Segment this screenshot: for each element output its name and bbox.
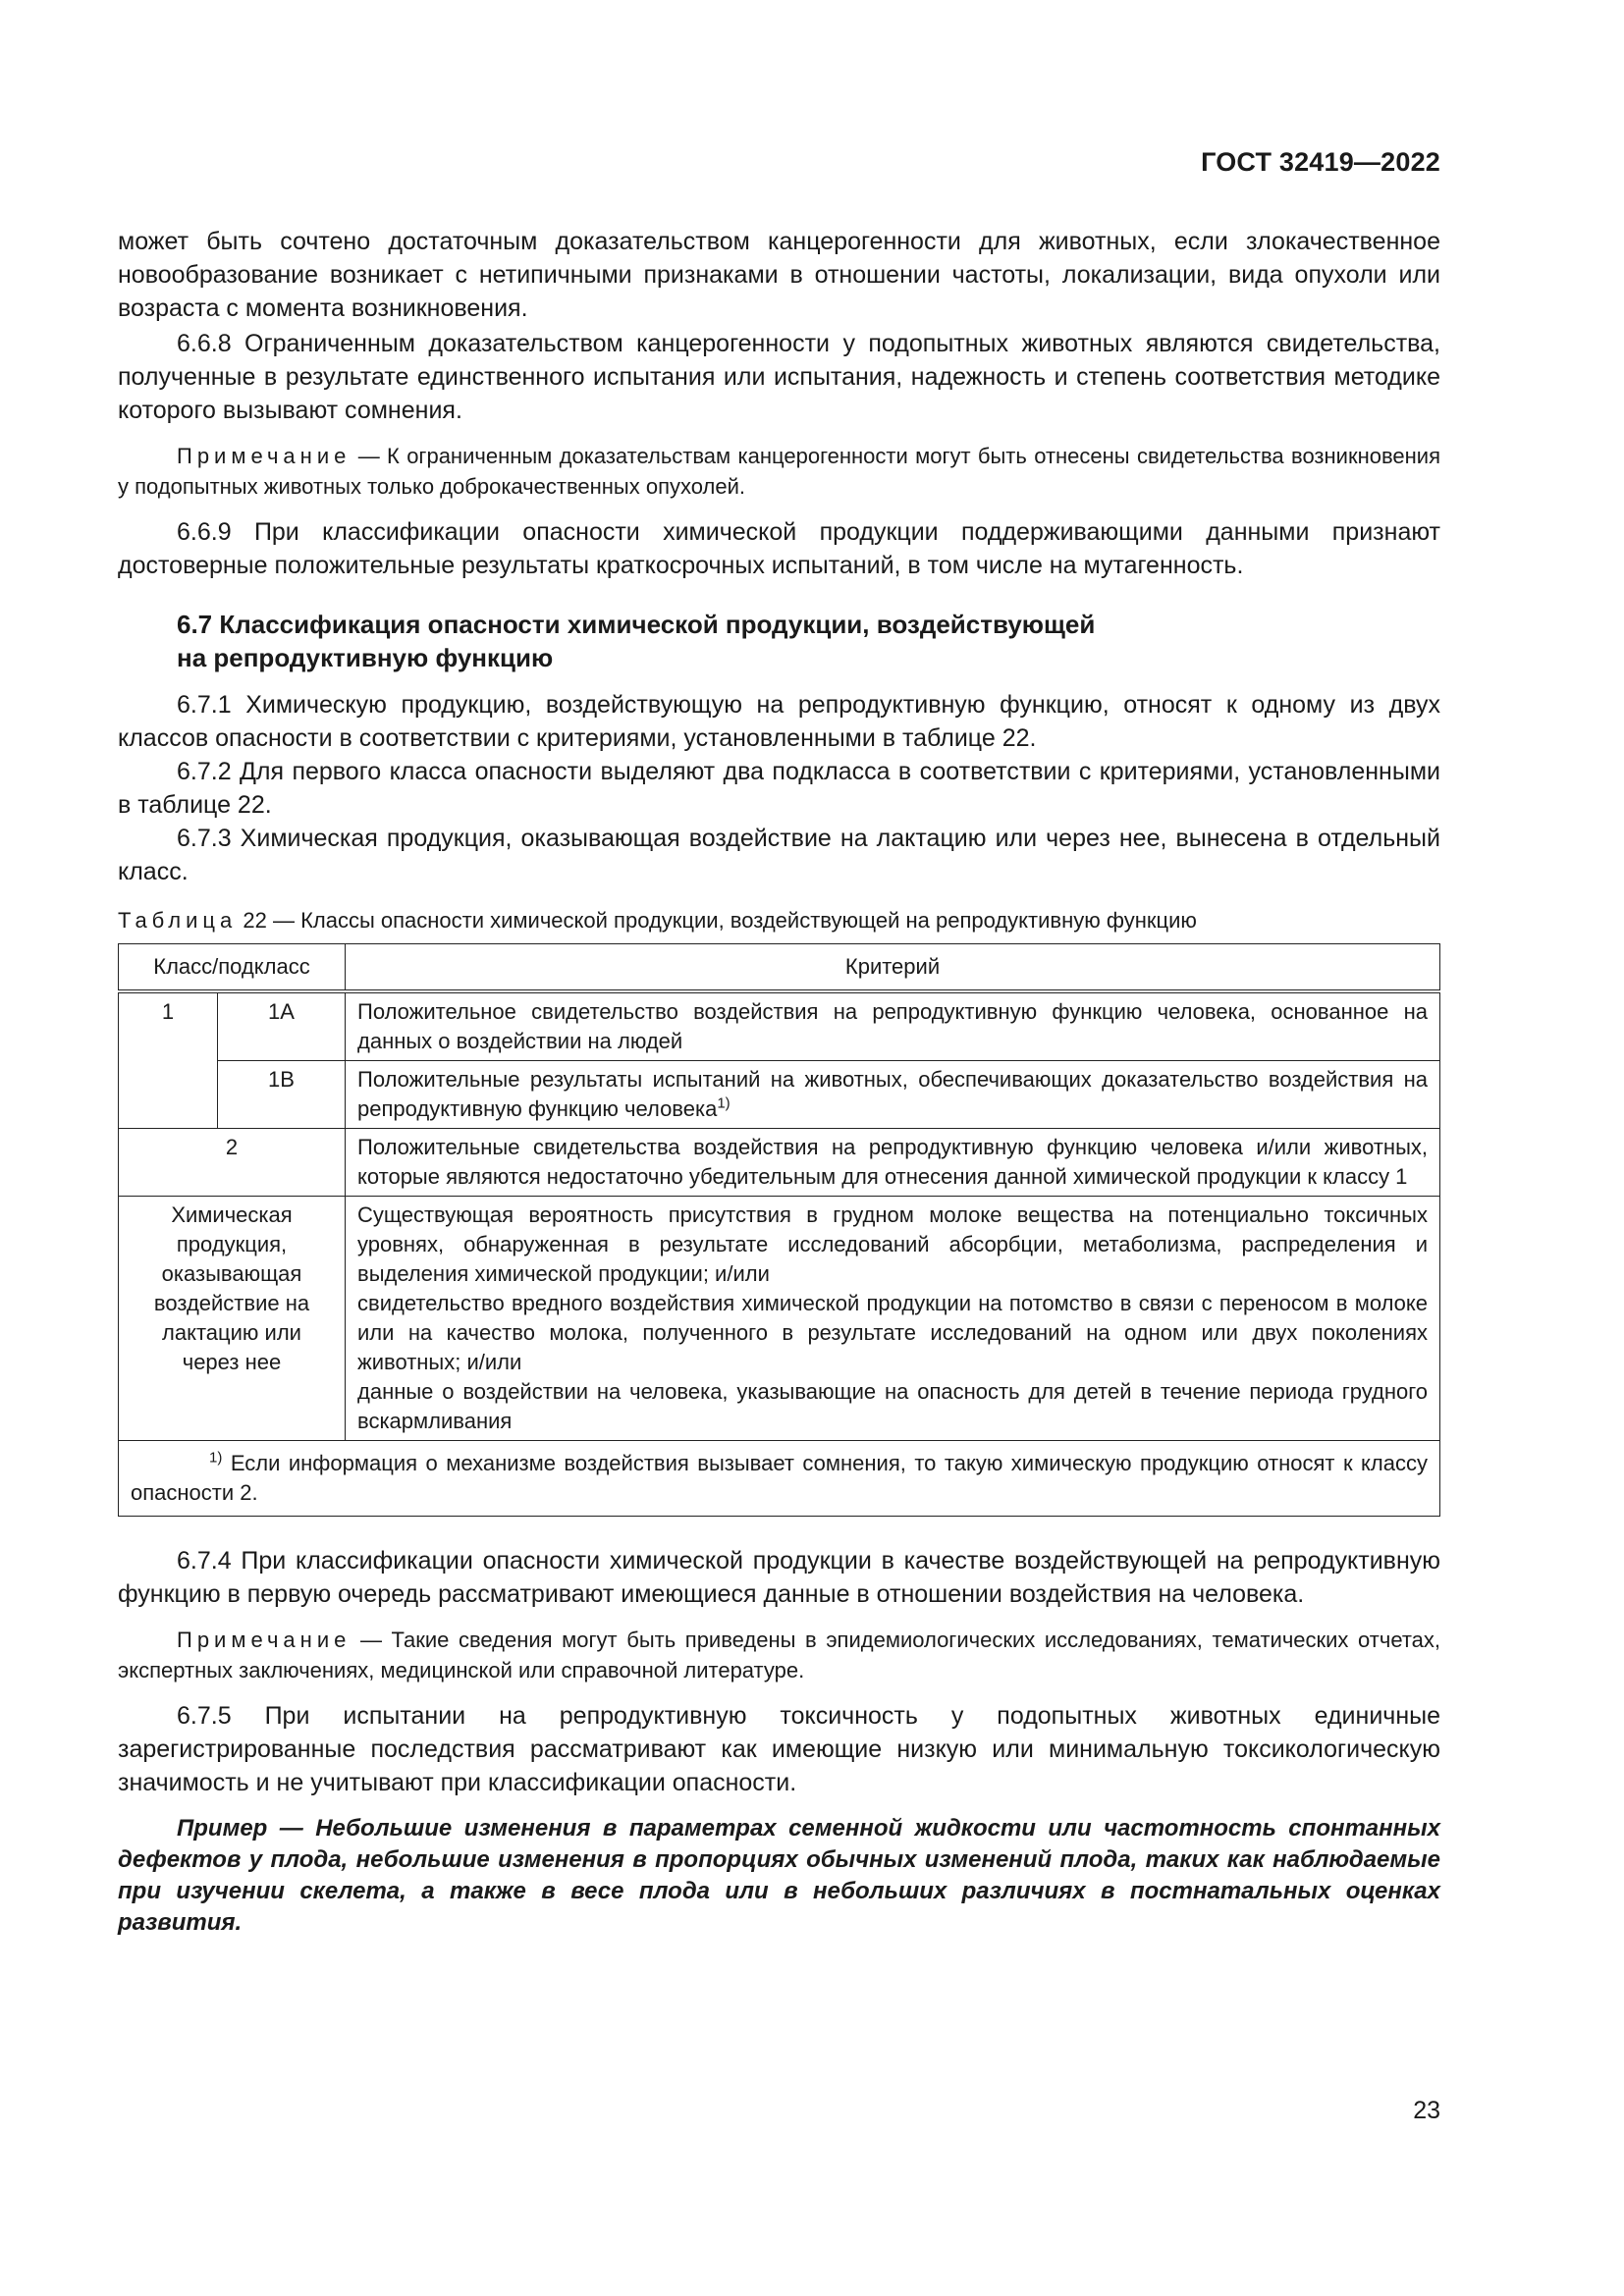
cell-criterion: Положительное свидетельство воздействия на репродуктивную функцию человека, основанное на данных о воздействии на людей [346,991,1440,1061]
standard-code: ГОСТ 32419—2022 [1201,147,1440,177]
table-caption-label: Таблица [118,908,238,933]
table-caption [118,906,1440,935]
footnote-mark: 1) [209,1449,223,1467]
section-title-line1: 6.7 Классификация опасности химической продукции, воздействующей [177,610,1096,639]
table-footnote [119,1441,1440,1517]
criterion-part-3: данные о воздействии на человека, указывающие на опасность для детей в течение периода грудного вскармливания [357,1379,1428,1433]
table-row [119,1129,1440,1197]
note-text: — К ограниченным доказательствам канцерогенности могут быть отнесены свидетельства возникновения у подопытных животных только доброкачественных опухолей. [118,444,1440,499]
header-criterion: Критерий [346,944,1440,992]
note-label: Примечание [177,444,352,468]
page-number: 23 [1413,2097,1440,2124]
table-row [119,991,1440,1061]
header-class: Класс/подкласс [119,944,346,992]
cell-class: 1 [119,991,218,1129]
table-row [119,1061,1440,1129]
table-footnote-row [119,1441,1440,1517]
footnote-ref: 1) [717,1095,731,1112]
cell-subclass: 1А [218,991,346,1061]
page-content [118,225,1440,1939]
table-row [119,1197,1440,1441]
criterion-text: Положительные результаты испытаний на животных, обеспечивающих доказательство воздействия на репродуктивную функцию человека [357,1067,1428,1121]
section-heading [118,608,1440,674]
note-1 [118,441,1440,502]
section-title-line2: на репродуктивную функцию [177,643,554,672]
paragraph-6-6-9: 6.6.9 При классификации опасности химической продукции поддерживающими данными признают достоверные положительные результаты краткосрочных испытаний, в том числе на мутагенность. [118,518,1440,579]
paragraph-6-7-5: 6.7.5 При испытании на репродуктивную токсичность у подопытных животных единичные зарегистрированные последствия рассматривают как имеющие низкую или минимальную токсикологическую значимость и не учитывают при классификации опасности. [118,1702,1440,1796]
hazard-class-table [118,943,1440,1517]
footnote-text: Если информация о механизме воздействия вызывает сомнения, то такую химическую продукцию относят к классу опасности 2. [131,1451,1428,1505]
paragraph-6-7-4: 6.7.4 При классификации опасности химической продукции в качестве воздействующей на репродуктивную функцию в первую очередь рассматривают имеющиеся данные в отношении воздействия на человека. [118,1547,1440,1608]
paragraph-6-7-1: 6.7.1 Химическую продукцию, воздействующую на репродуктивную функцию, относят к одному из двух классов опасности в соответствии с критериями, установленными в таблице 22. [118,691,1440,752]
table-header-row [119,944,1440,992]
cell-criterion [346,1197,1440,1441]
example-paragraph: Пример — Небольшие изменения в параметрах семенной жидкости или частотность спонтанных дефектов у плода, небольшие изменения в пропорциях обычных изменений плода, таких как наблюдаемые при изучении скелета, а также в весе плода или в небольших различиях в постнатальных оценках развития. [118,1815,1440,1936]
note-label: Примечание [177,1628,352,1652]
cell-subclass: 1В [218,1061,346,1129]
cell-class: Химическая продукция, оказывающая воздействие на лактацию или через нее [119,1197,346,1441]
paragraph-continuation: может быть сочтено достаточным доказательством канцерогенности для животных, если злокачественное новообразование возникает с нетипичными признаками в отношении частоты, локализации, вида опухоли или возраста с момента возникновения. [118,228,1440,322]
criterion-part-2: свидетельство вредного воздействия химической продукции на потомство в связи с переносом в молоке или на качество молока, полученного в результате исследований на одном или двух поколениях животных; и/или [357,1291,1428,1374]
cell-criterion [346,1061,1440,1129]
cell-criterion: Положительные свидетельства воздействия на репродуктивную функцию человека и/или животных, которые являются недостаточно убедительным для отнесения данной химической продукции к классу 1 [346,1129,1440,1197]
table-caption-text: 22 — Классы опасности химической продукции, воздействующей на репродуктивную функцию [237,908,1197,933]
note-text: — Такие сведения могут быть приведены в эпидемиологических исследованиях, тематических отчетах, экспертных заключениях, медицинской или справочной литературе. [118,1628,1440,1682]
paragraph-6-7-3: 6.7.3 Химическая продукция, оказывающая воздействие на лактацию или через нее, вынесена в отдельный класс. [118,825,1440,885]
criterion-part-1: Существующая вероятность присутствия в грудном молоке вещества на потенциально токсичных уровнях, обнаруженная в результате исследований абсорбции, метаболизма, распределения и выделения химической продукции; и/или [357,1202,1428,1286]
paragraph-6-6-8: 6.6.8 Ограниченным доказательством канцерогенности у подопытных животных являются свидетельства, полученные в результате единственного испытания или испытания, надежность и степень соответствия методике которого вызывают сомнения. [118,330,1440,424]
cell-class: 2 [119,1129,346,1197]
paragraph-6-7-2: 6.7.2 Для первого класса опасности выделяют два подкласса в соответствии с критериями, установленными в таблице 22. [118,758,1440,819]
note-2 [118,1625,1440,1685]
